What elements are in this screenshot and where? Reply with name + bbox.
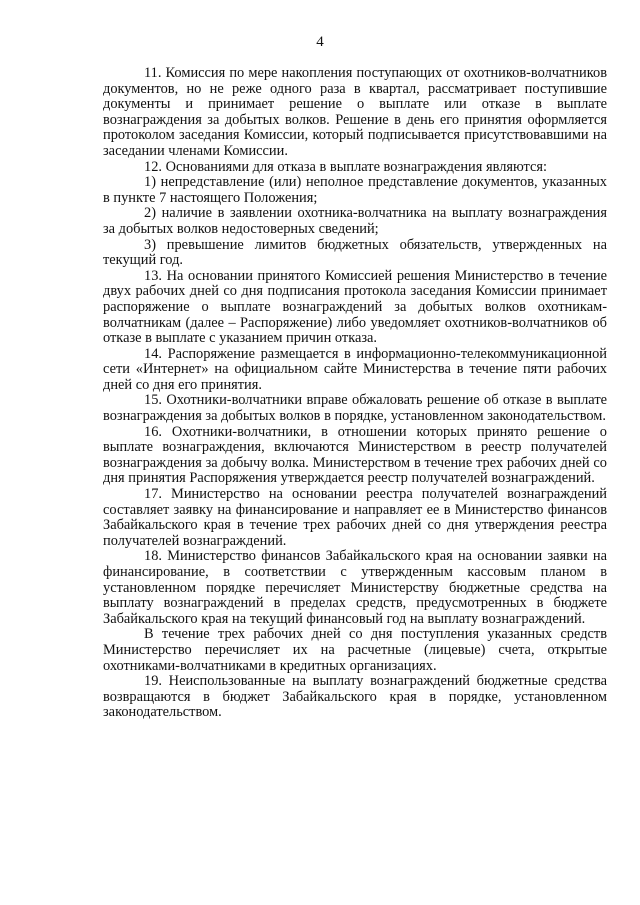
paragraph-16: 16. Охотники-волчатники, в отношении которых принято решение о выплате вознаграждения, включаются Министерством в реестр получателей вознаграждения за добычу волка. Министерством в течение трех рабочих дней со дня принятия Распоряжения утверждается реестр получателей вознаграждений. <box>103 423 607 487</box>
page-number: 4 <box>316 34 324 50</box>
paragraph-12-item-1: 1) непредставление (или) неполное представление документов, указанных в пункте 7 настоящего Положения; <box>103 174 607 206</box>
paragraph-12-item-2: 2) наличие в заявлении охотника-волчатника на выплату вознаграждения за добытых волков недостоверных сведений; <box>103 205 607 237</box>
paragraph-11: 11. Комиссия по мере накопления поступающих от охотников-волчатников документов, но не реже одного раза в квартал, рассматривает поступившие документы и принимает решение о выплате или отказе в выплате вознаграждения за добытых волков. Решение в день его принятия оформляется протоколом заседания Комиссии, который подписывается присутствовавшими на заседании членами Комиссии. <box>103 65 607 159</box>
paragraph-12: 12. Основаниями для отказа в выплате вознаграждения являются: <box>144 158 548 175</box>
paragraph-17: 17. Министерство на основании реестра получателей вознаграждений составляет заявку на финансирование и направляет ее в Министерство финансов Забайкальского края в течение трех рабочих дней со дня утверждения реестра получателей вознаграждений. <box>103 486 607 549</box>
paragraph-14: 14. Распоряжение размещается в информационно-телекоммуникационной сети «Интернет» на официальном сайте Министерства в течение пяти рабочих дней со дня его принятия. <box>103 345 607 393</box>
paragraph-13: 13. На основании принятого Комиссией решения Министерство в течение двух рабочих дней со дня подписания протокола заседания Комиссии принимает распоряжение о выплате вознаграждений за добытых волков охотникам-волчатникам (далее – Распоряжение) либо уведомляет охотников-волчатников об отказе в выплате с указанием причин отказа. <box>103 267 607 347</box>
paragraph-19: 19. Неиспользованные на выплату вознаграждений бюджетные средства возвращаются в бюджет Забайкальского края в порядке, установленном законодательством. <box>103 673 607 721</box>
paragraph-18: 18. Министерство финансов Забайкальского края на основании заявки на финансирование, в соответствии с утвержденным кассовым планом в установленном порядке перечисляет Министерству бюджетные средства на выплату вознаграждений в пределах средств, предусмотренных в бюджете Забайкальского края на текущий финансовый год на выплату вознаграждений. <box>103 548 607 627</box>
paragraph-12-item-3: 3) превышение лимитов бюджетных обязательств, утвержденных на текущий год. <box>103 236 607 269</box>
document-body <box>103 66 607 721</box>
paragraph-18-continued: В течение трех рабочих дней со дня поступления указанных средств Министерство перечисляет их на расчетные (лицевые) счета, открытые охотниками-волчатниками в кредитных организациях. <box>103 626 607 674</box>
paragraph-15: 15. Охотники-волчатники вправе обжаловать решение об отказе в выплате вознаграждения за добытых волков в порядке, установленном законодательством. <box>103 392 607 425</box>
